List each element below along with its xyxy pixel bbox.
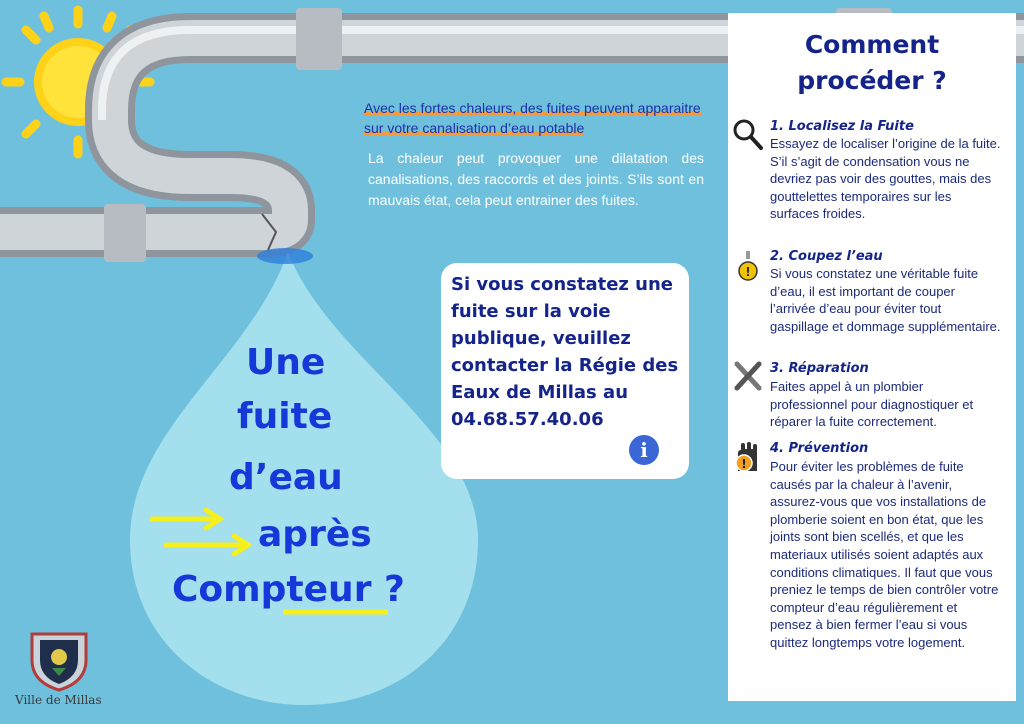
- step-3-text: Faites appel à un plombier professionnel pour diagnostiquer et réparer la fuite correctement.: [770, 379, 974, 430]
- step-1-title: 1. Localisez la Fuite: [770, 119, 914, 134]
- logo-text: Ville de Millas: [15, 693, 102, 707]
- headline-line-3: d’eau: [229, 457, 343, 498]
- magnifier-icon: [732, 117, 764, 151]
- contact-text: Si vous constatez une fuite sur la voie publique, veuillez contacter la Régie des Eaux de Millas au 04.68.57.40.06: [451, 274, 679, 430]
- headline-line-1: Une: [246, 342, 326, 383]
- procedure-title: Comment procéder ?: [797, 30, 947, 95]
- valve-icon: [732, 249, 764, 283]
- step-1-text: Essayez de localiser l’origine de la fuite. S’il s’agit de condensation vous ne devriez pas voir des gouttes, mais des gouttelettes temporaires sur les surfaces froides.: [770, 136, 1001, 222]
- step-2-title: 2. Coupez l’eau: [770, 249, 883, 264]
- headline-line-2: fuite: [237, 396, 333, 437]
- step-4-title: 4. Prévention: [770, 441, 869, 456]
- headline-line-4: après: [258, 514, 372, 555]
- intro-body: La chaleur peut provoquer une dilatation des canalisations, des raccords et des joints. S’ils sont en mauvais état, cela peut entrainer des fuites.: [368, 150, 704, 208]
- procedure-panel: [728, 13, 1016, 701]
- headline-line-5: Compteur ?: [172, 569, 405, 610]
- contact-box: [441, 263, 689, 479]
- svg-text:!: !: [741, 457, 747, 471]
- step-3-title: 3. Réparation: [770, 361, 869, 376]
- step-4-text: Pour éviter les problèmes de fuite causés par la chaleur à l’avenir, assurez-vous que vos installations de plomberie soient en bon état, que les joints sont bien scellés, et que les materiaux utilisés soient adaptés aux conditions climatiques. Il faut que vous preniez le temps de bien contrôler votre compteur d’eau régulièrement et pensez à bien fermer l’eau si vous quittez longtemps votre logement.: [770, 459, 999, 650]
- svg-text:!: !: [745, 265, 751, 279]
- intro-title: Avec les fortes chaleurs, des fuites peuvent apparaitre sur votre canalisation d’eau potable: [364, 100, 701, 136]
- step-2-text: Si vous constatez une véritable fuite d’eau, il est important de couper l’arrivée d’eau pour éviter tout gaspillage et dommage supplémentaire.: [770, 266, 1001, 334]
- tools-icon: [732, 359, 764, 393]
- crest-icon: [32, 634, 86, 690]
- hand-warning-icon: [732, 441, 764, 475]
- info-icon: i: [629, 435, 659, 465]
